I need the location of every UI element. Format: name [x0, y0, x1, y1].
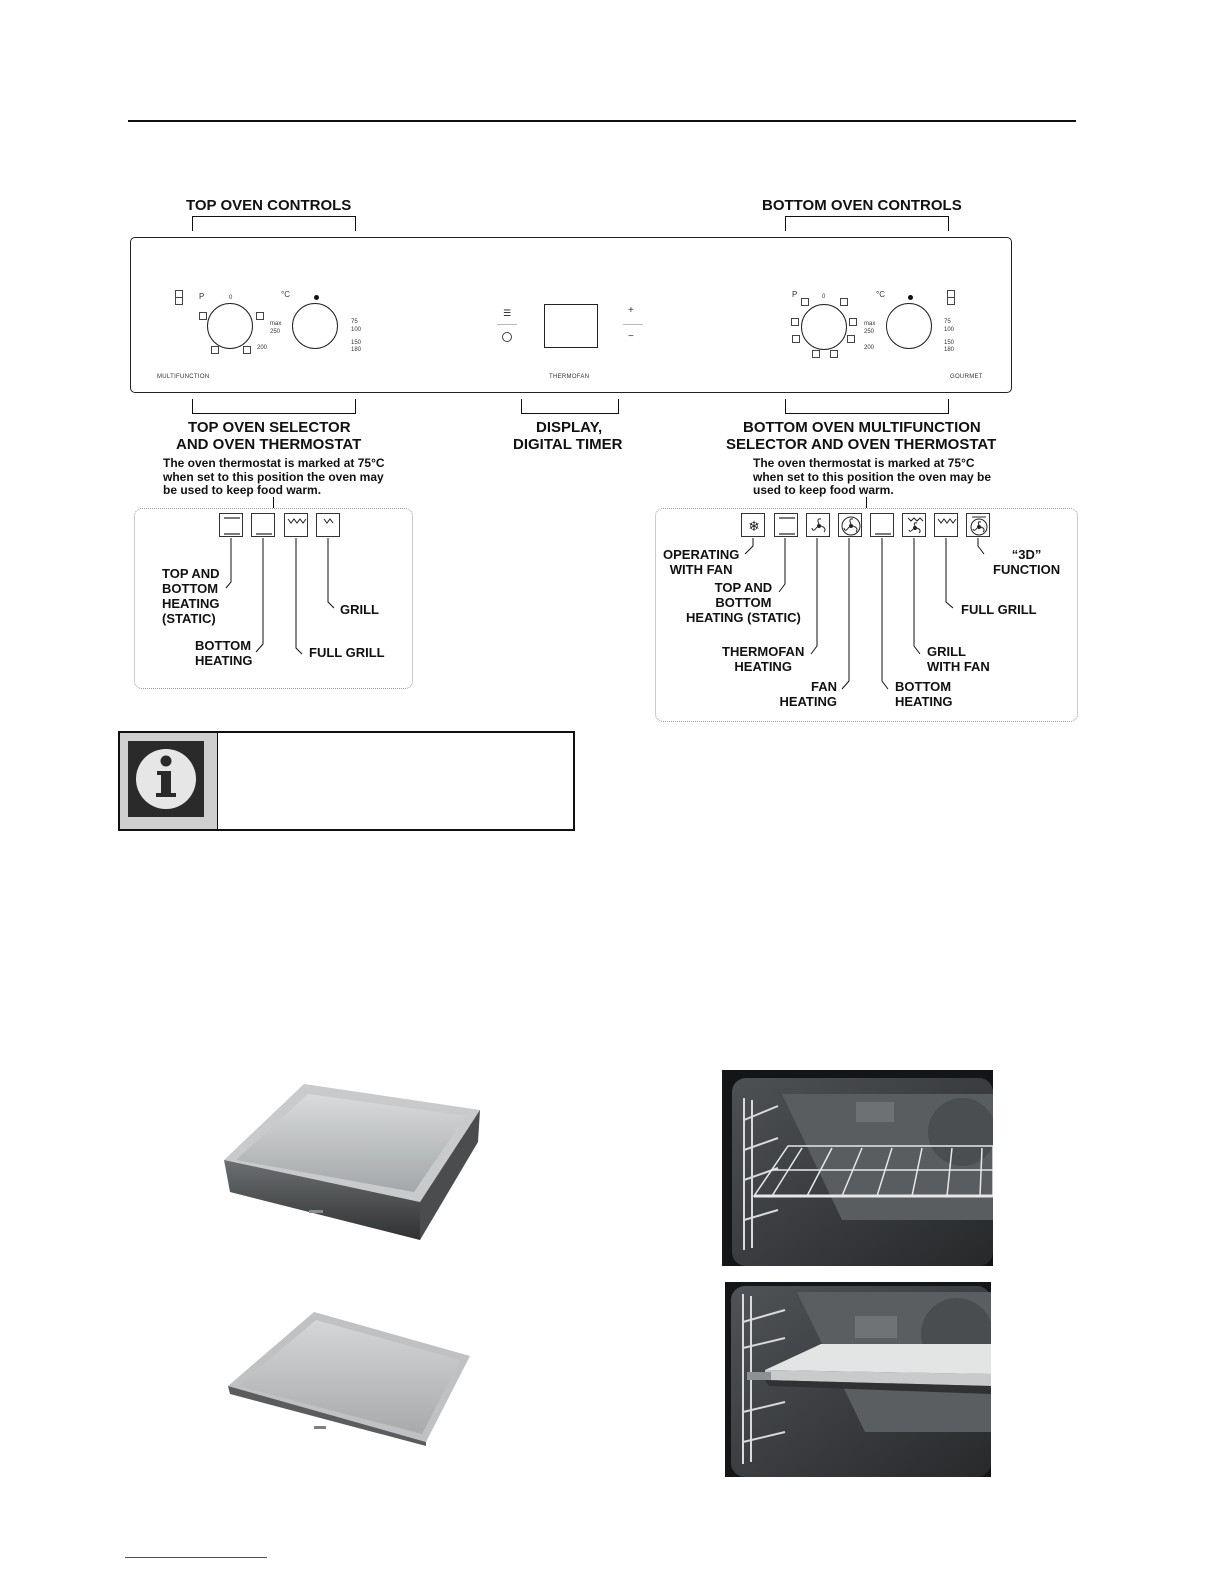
- top-oven-thermostat-knob[interactable]: [292, 303, 338, 349]
- bottom-oven-bottom-heating-label: [895, 679, 953, 709]
- scale-150: 150: [351, 340, 362, 346]
- selector-mark-icon: [243, 346, 251, 354]
- top-selector-bracket: [192, 399, 356, 414]
- label-line: “3D”: [1011, 547, 1042, 562]
- bottom-top-bottom-heating-label: [686, 580, 801, 625]
- bottom-controls-bracket: [785, 216, 949, 231]
- selector-mark-icon: [830, 350, 838, 358]
- label-line: HEATING: [895, 694, 953, 709]
- label-line: FAN: [811, 679, 837, 694]
- label-line: FUNCTION: [993, 562, 1061, 577]
- oven-with-tray-on-runners: [725, 1282, 991, 1477]
- connector-line: [866, 497, 867, 508]
- note-line: The oven thermostat is marked at 75°C: [753, 456, 975, 470]
- top-controls-bracket: [192, 216, 356, 231]
- celsius-label: °C: [281, 290, 290, 299]
- top-bottom-heating-label: [162, 566, 220, 626]
- scale-180: 180: [351, 347, 362, 353]
- selector-mark-icon: [840, 298, 848, 306]
- top-controls-heading: TOP OVEN CONTROLS: [186, 197, 352, 214]
- svg-text:❄: ❄: [748, 519, 760, 535]
- scale-250: 250: [864, 329, 875, 335]
- label-line: HEATING: [195, 653, 253, 668]
- bottom-selector-bracket: [785, 399, 949, 414]
- label-line: BOTTOM: [162, 581, 219, 596]
- label-line: THERMOFAN: [722, 644, 805, 659]
- scale-100: 100: [351, 327, 362, 333]
- thermostat-indicator: [908, 295, 913, 300]
- operating-with-fan-label: [663, 547, 739, 577]
- connector-line: [273, 497, 274, 508]
- label-line: OPERATING: [663, 547, 740, 562]
- label-line: HEATING: [779, 694, 837, 709]
- label-line: GRILL: [927, 644, 966, 659]
- selector-zero-label: 0: [229, 295, 233, 301]
- display-bracket: [521, 399, 619, 414]
- bottom-heating-label: [195, 638, 253, 668]
- label-line: HEATING: [162, 596, 220, 611]
- bottom-oven-thermostat-knob[interactable]: [886, 303, 932, 349]
- scale-150: 150: [944, 340, 955, 346]
- footer-link-rule: [125, 1557, 267, 1558]
- grill-label: GRILL: [340, 602, 379, 617]
- bottom-controls-heading: BOTTOM OVEN CONTROLS: [762, 197, 962, 214]
- display-heading-1: DISPLAY,: [536, 419, 603, 436]
- label-line: HEATING: [734, 659, 792, 674]
- info-box-icon-cell: [120, 733, 218, 829]
- label-line: (STATIC): [162, 611, 216, 626]
- selector-mark-icon: [849, 318, 857, 326]
- plus-button[interactable]: +: [628, 305, 634, 316]
- bottom-thermostat-note: [753, 457, 991, 498]
- scale-max: max: [864, 321, 876, 327]
- grill-with-fan-label: [927, 644, 990, 674]
- scale-75: 75: [351, 319, 358, 325]
- scale-180: 180: [944, 347, 955, 353]
- top-selector-heading-1: TOP OVEN SELECTOR: [188, 419, 351, 436]
- scale-200: 200: [864, 345, 875, 351]
- label-line: HEATING (STATIC): [686, 610, 801, 625]
- oven-select-icon-lower: [947, 297, 955, 305]
- selector-mark-icon: [211, 346, 219, 354]
- oven-select-icon-lower: [175, 297, 183, 305]
- scale-max: max: [270, 321, 282, 327]
- selector-mark-icon: [792, 335, 800, 343]
- selector-p-label: P: [199, 292, 205, 301]
- shallow-baking-tray: [226, 1310, 470, 1446]
- bottom-selector-heading-2: SELECTOR AND OVEN THERMOSTAT: [726, 436, 997, 453]
- celsius-label: °C: [876, 290, 885, 299]
- selector-mark-icon: [801, 298, 809, 306]
- fan-heating-label: [779, 679, 837, 709]
- menu-icon[interactable]: ☰: [503, 308, 512, 318]
- top-thermostat-note: [163, 457, 385, 498]
- label-line: TOP AND: [714, 580, 773, 595]
- divider: [497, 324, 517, 325]
- scale-200: 200: [257, 345, 268, 351]
- digital-display: [544, 304, 598, 348]
- bottom-oven-selector-knob[interactable]: [801, 304, 847, 350]
- label-line: BOTTOM: [195, 638, 252, 653]
- label-line: WITH FAN: [927, 659, 990, 674]
- label-line: TOP AND: [162, 566, 220, 581]
- panel-left-label: MULTIFUNCTION: [157, 374, 210, 380]
- selector-zero-label: 0: [822, 294, 826, 300]
- info-box: [118, 731, 575, 831]
- minus-button[interactable]: −: [628, 331, 634, 342]
- scale-250: 250: [270, 329, 281, 335]
- selector-mark-icon: [847, 335, 855, 343]
- scale-100: 100: [944, 327, 955, 333]
- bottom-selector-heading-1: BOTTOM OVEN MULTIFUNCTION: [743, 419, 981, 436]
- full-grill-label: FULL GRILL: [309, 645, 385, 660]
- bottom-full-grill-label: FULL GRILL: [961, 602, 1037, 617]
- divider: [623, 324, 643, 325]
- label-line: BOTTOM: [715, 595, 772, 610]
- note-line: be used to keep food warm.: [163, 483, 322, 497]
- note-line: when set to this position the oven may: [163, 469, 384, 484]
- control-panel: [130, 237, 1012, 393]
- label-line: WITH FAN: [669, 562, 733, 577]
- deep-baking-tray: [222, 1080, 480, 1248]
- note-line: The oven thermostat is marked at 75°C: [163, 456, 385, 470]
- info-icon: [128, 741, 204, 817]
- selector-mark-icon: [812, 350, 820, 358]
- scale-75: 75: [944, 319, 951, 325]
- 3d-function-label: [993, 547, 1060, 577]
- thermofan-heating-label: [722, 644, 804, 674]
- oven-with-wire-shelf: [722, 1070, 993, 1266]
- top-oven-selector-knob[interactable]: [207, 303, 253, 349]
- selector-mark-icon: [256, 312, 264, 320]
- clock-icon[interactable]: [502, 332, 512, 342]
- panel-right-label: GOURMET: [950, 374, 983, 380]
- label-line: BOTTOM: [895, 679, 952, 694]
- thermostat-indicator: [314, 295, 319, 300]
- top-rule: [128, 120, 1076, 122]
- selector-p-label: P: [792, 290, 798, 299]
- note-line: used to keep food warm.: [753, 483, 894, 497]
- note-line: when set to this position the oven may be: [753, 469, 992, 484]
- top-selector-heading-2: AND OVEN THERMOSTAT: [176, 436, 362, 453]
- selector-mark-icon: [791, 318, 799, 326]
- selector-mark-icon: [199, 312, 207, 320]
- panel-center-label: THERMOFAN: [549, 374, 590, 380]
- display-heading-2: DIGITAL TIMER: [513, 436, 623, 453]
